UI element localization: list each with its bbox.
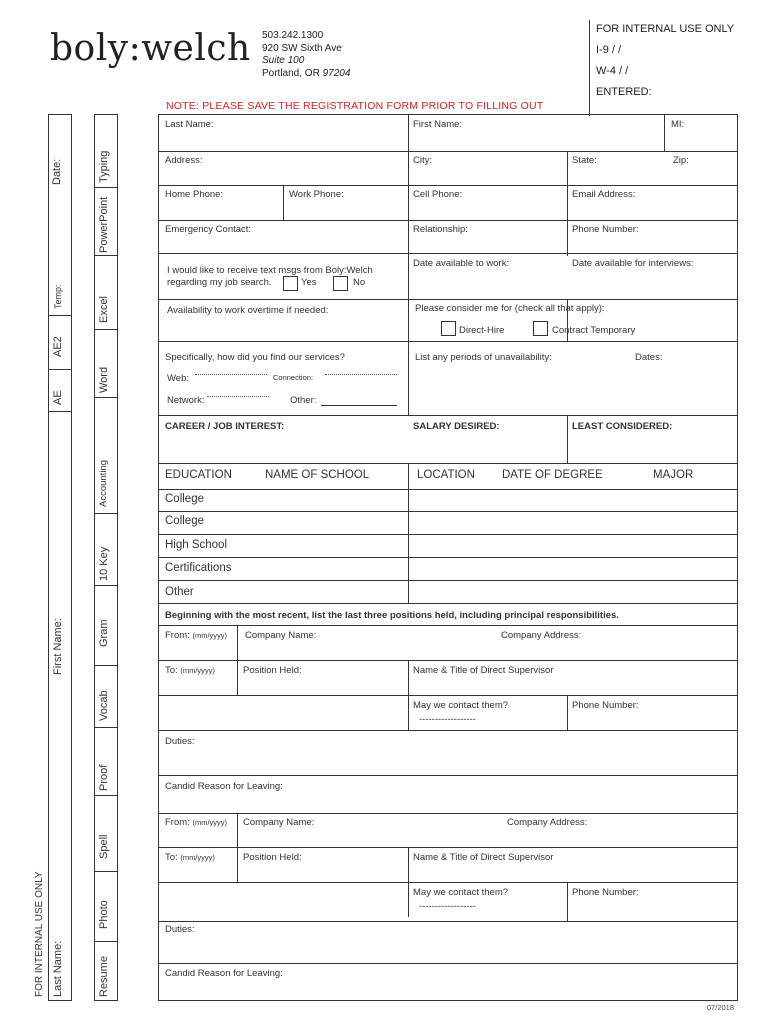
job2-phone-field[interactable]: Phone Number:	[572, 887, 639, 898]
save-note: NOTE: PLEASE SAVE THE REGISTRATION FORM PRIOR TO FILLING OUT	[166, 100, 544, 112]
skill-resume: Resume	[98, 956, 110, 997]
education-row-other: Other	[165, 586, 194, 598]
cell-phone-field[interactable]: Cell Phone:	[413, 189, 463, 200]
mi-field[interactable]: MI:	[671, 119, 685, 130]
job1-position-field[interactable]: Position Held:	[243, 665, 302, 676]
internal-use-box	[589, 20, 738, 116]
education-header: EDUCATION	[165, 469, 232, 481]
text-no-checkbox[interactable]	[333, 276, 348, 291]
text-msgs-line1: I would like to receive text msgs from Boly:Welch	[167, 265, 373, 276]
other-label: Other:	[290, 395, 317, 406]
consider-label: Please consider me for (check all that apply):	[415, 303, 605, 314]
job2-from-field[interactable]: From: (mm/yyyy)	[165, 817, 228, 828]
skill-photo: Photo	[98, 900, 110, 929]
job2-may-contact-field[interactable]: May we contact them?	[413, 887, 509, 898]
education-row-college-1: College	[165, 493, 204, 505]
i9-field[interactable]: I-9 / /	[596, 44, 622, 56]
job1-company-name-field[interactable]: Company Name:	[245, 630, 317, 641]
job2-company-name-field[interactable]: Company Name:	[243, 817, 315, 828]
direct-hire-label: Direct-Hire	[459, 325, 505, 336]
company-street: 920 SW Sixth Ave	[262, 42, 342, 54]
location-header: LOCATION	[417, 469, 475, 481]
job1-reason-field[interactable]: Candid Reason for Leaving:	[165, 781, 283, 792]
network-input[interactable]	[207, 396, 269, 397]
major-header: MAJOR	[653, 469, 694, 481]
last-name-label: Last Name:	[52, 940, 64, 997]
skill-10key: 10 Key	[98, 546, 110, 581]
date-label: Date:	[51, 158, 63, 185]
skill-typing: Typing	[98, 150, 110, 183]
job1-from-field[interactable]: From: (mm/yyyy)	[165, 630, 228, 641]
skills-column	[94, 114, 118, 1001]
job2-supervisor-field[interactable]: Name & Title of Direct Supervisor	[413, 852, 554, 863]
skill-powerpoint: PowerPoint	[98, 196, 110, 253]
job2-reason-field[interactable]: Candid Reason for Leaving:	[165, 968, 283, 979]
entered-field[interactable]: ENTERED:	[596, 86, 652, 98]
ae2-label: AE2	[52, 336, 64, 357]
network-label: Network:	[167, 395, 205, 406]
employment-intro: Beginning with the most recent, list the last three positions held, including principal responsibilities.	[165, 610, 619, 621]
date-degree-header: DATE OF DEGREE	[502, 469, 603, 481]
job2-duties-field[interactable]: Duties:	[165, 924, 195, 935]
education-row-high-school: High School	[165, 539, 228, 551]
skill-gram: Gram	[98, 619, 110, 647]
text-msgs-line2: regarding my job search.	[167, 277, 272, 288]
company-logo: boly:welch	[50, 28, 251, 69]
connection-input[interactable]	[325, 374, 397, 375]
skill-spell: Spell	[98, 834, 110, 859]
zip-field[interactable]: Zip:	[673, 155, 689, 166]
company-phone: 503.242.1300	[262, 30, 324, 41]
web-label: Web:	[167, 373, 190, 384]
direct-hire-checkbox[interactable]	[441, 321, 456, 336]
registration-form	[158, 114, 738, 1001]
yes-label: Yes	[301, 277, 317, 288]
address-field[interactable]: Address:	[165, 155, 203, 166]
w4-field[interactable]: W-4 / /	[596, 65, 629, 77]
job1-to-field[interactable]: To: (mm/yyyy)	[165, 665, 215, 676]
job2-company-address-field[interactable]: Company Address:	[507, 817, 588, 828]
job1-supervisor-field[interactable]: Name & Title of Direct Supervisor	[413, 665, 554, 676]
work-phone-field[interactable]: Work Phone:	[289, 189, 344, 200]
job1-company-address-field[interactable]: Company Address:	[501, 630, 582, 641]
internal-use-title: FOR INTERNAL USE ONLY	[596, 23, 735, 35]
ae-label: AE	[52, 390, 64, 405]
city-field[interactable]: City:	[413, 155, 432, 166]
internal-use-vertical: FOR INTERNAL USE ONLY	[34, 871, 45, 997]
form-version: 07/2018	[706, 1003, 734, 1012]
emergency-phone-field[interactable]: Phone Number:	[572, 224, 639, 235]
emergency-contact-field[interactable]: Emergency Contact:	[165, 224, 252, 235]
job1-phone-field[interactable]: Phone Number:	[572, 700, 639, 711]
skill-vocab: Vocab	[98, 690, 110, 721]
contract-temp-checkbox[interactable]	[533, 321, 548, 336]
job1-may-contact-field[interactable]: May we contact them?	[413, 700, 509, 711]
first-name-label: First Name:	[52, 618, 64, 675]
job1-duties-field[interactable]: Duties:	[165, 736, 195, 747]
state-field[interactable]: State:	[572, 155, 597, 166]
education-row-certifications: Certifications	[165, 562, 232, 574]
least-considered-field[interactable]: LEAST CONSIDERED:	[572, 421, 673, 432]
overtime-field[interactable]: Availability to work overtime if needed:	[167, 305, 329, 316]
temp-label: Temp:	[53, 284, 63, 309]
text-yes-checkbox[interactable]	[283, 276, 298, 291]
company-city-line: Portland, OR 97204	[262, 67, 351, 79]
job2-to-field[interactable]: To: (mm/yyyy)	[165, 852, 215, 863]
education-row-college-2: College	[165, 515, 204, 527]
relationship-field[interactable]: Relationship:	[413, 224, 468, 235]
date-available-field[interactable]: Date available to work:	[413, 258, 510, 269]
company-address-block	[262, 30, 350, 80]
how-find-label: Specifically, how did you find our services?	[165, 352, 345, 363]
no-label: No	[353, 277, 366, 288]
job2-may-contact-line: ------------------	[419, 901, 476, 912]
first-name-field[interactable]: First Name:	[413, 119, 463, 130]
skill-excel: Excel	[98, 296, 110, 323]
connection-label: Connection:	[273, 373, 314, 382]
other-input[interactable]	[321, 405, 397, 406]
skill-accounting: Accounting	[98, 459, 109, 507]
web-input[interactable]	[195, 374, 267, 375]
company-suite: Suite 100	[262, 55, 305, 66]
date-interviews-field[interactable]: Date available for interviews:	[572, 258, 694, 269]
skill-word: Word	[98, 366, 110, 393]
home-phone-field[interactable]: Home Phone:	[165, 189, 224, 200]
job2-position-field[interactable]: Position Held:	[243, 852, 302, 863]
skill-proof: Proof	[98, 764, 110, 791]
salary-desired-field[interactable]: SALARY DESIRED:	[413, 421, 500, 432]
unavailability-field[interactable]: List any periods of unavailability:	[415, 352, 552, 363]
school-name-header: NAME OF SCHOOL	[265, 469, 370, 481]
job1-may-contact-line: ------------------	[419, 714, 476, 725]
email-field[interactable]: Email Address:	[572, 189, 636, 200]
career-interest-field[interactable]: CAREER / JOB INTEREST:	[165, 421, 285, 432]
last-name-field[interactable]: Last Name:	[165, 119, 214, 130]
unavailability-dates[interactable]: Dates:	[635, 352, 663, 363]
contract-temp-label: Contract Temporary	[552, 325, 636, 336]
internal-side-column	[48, 114, 72, 1001]
